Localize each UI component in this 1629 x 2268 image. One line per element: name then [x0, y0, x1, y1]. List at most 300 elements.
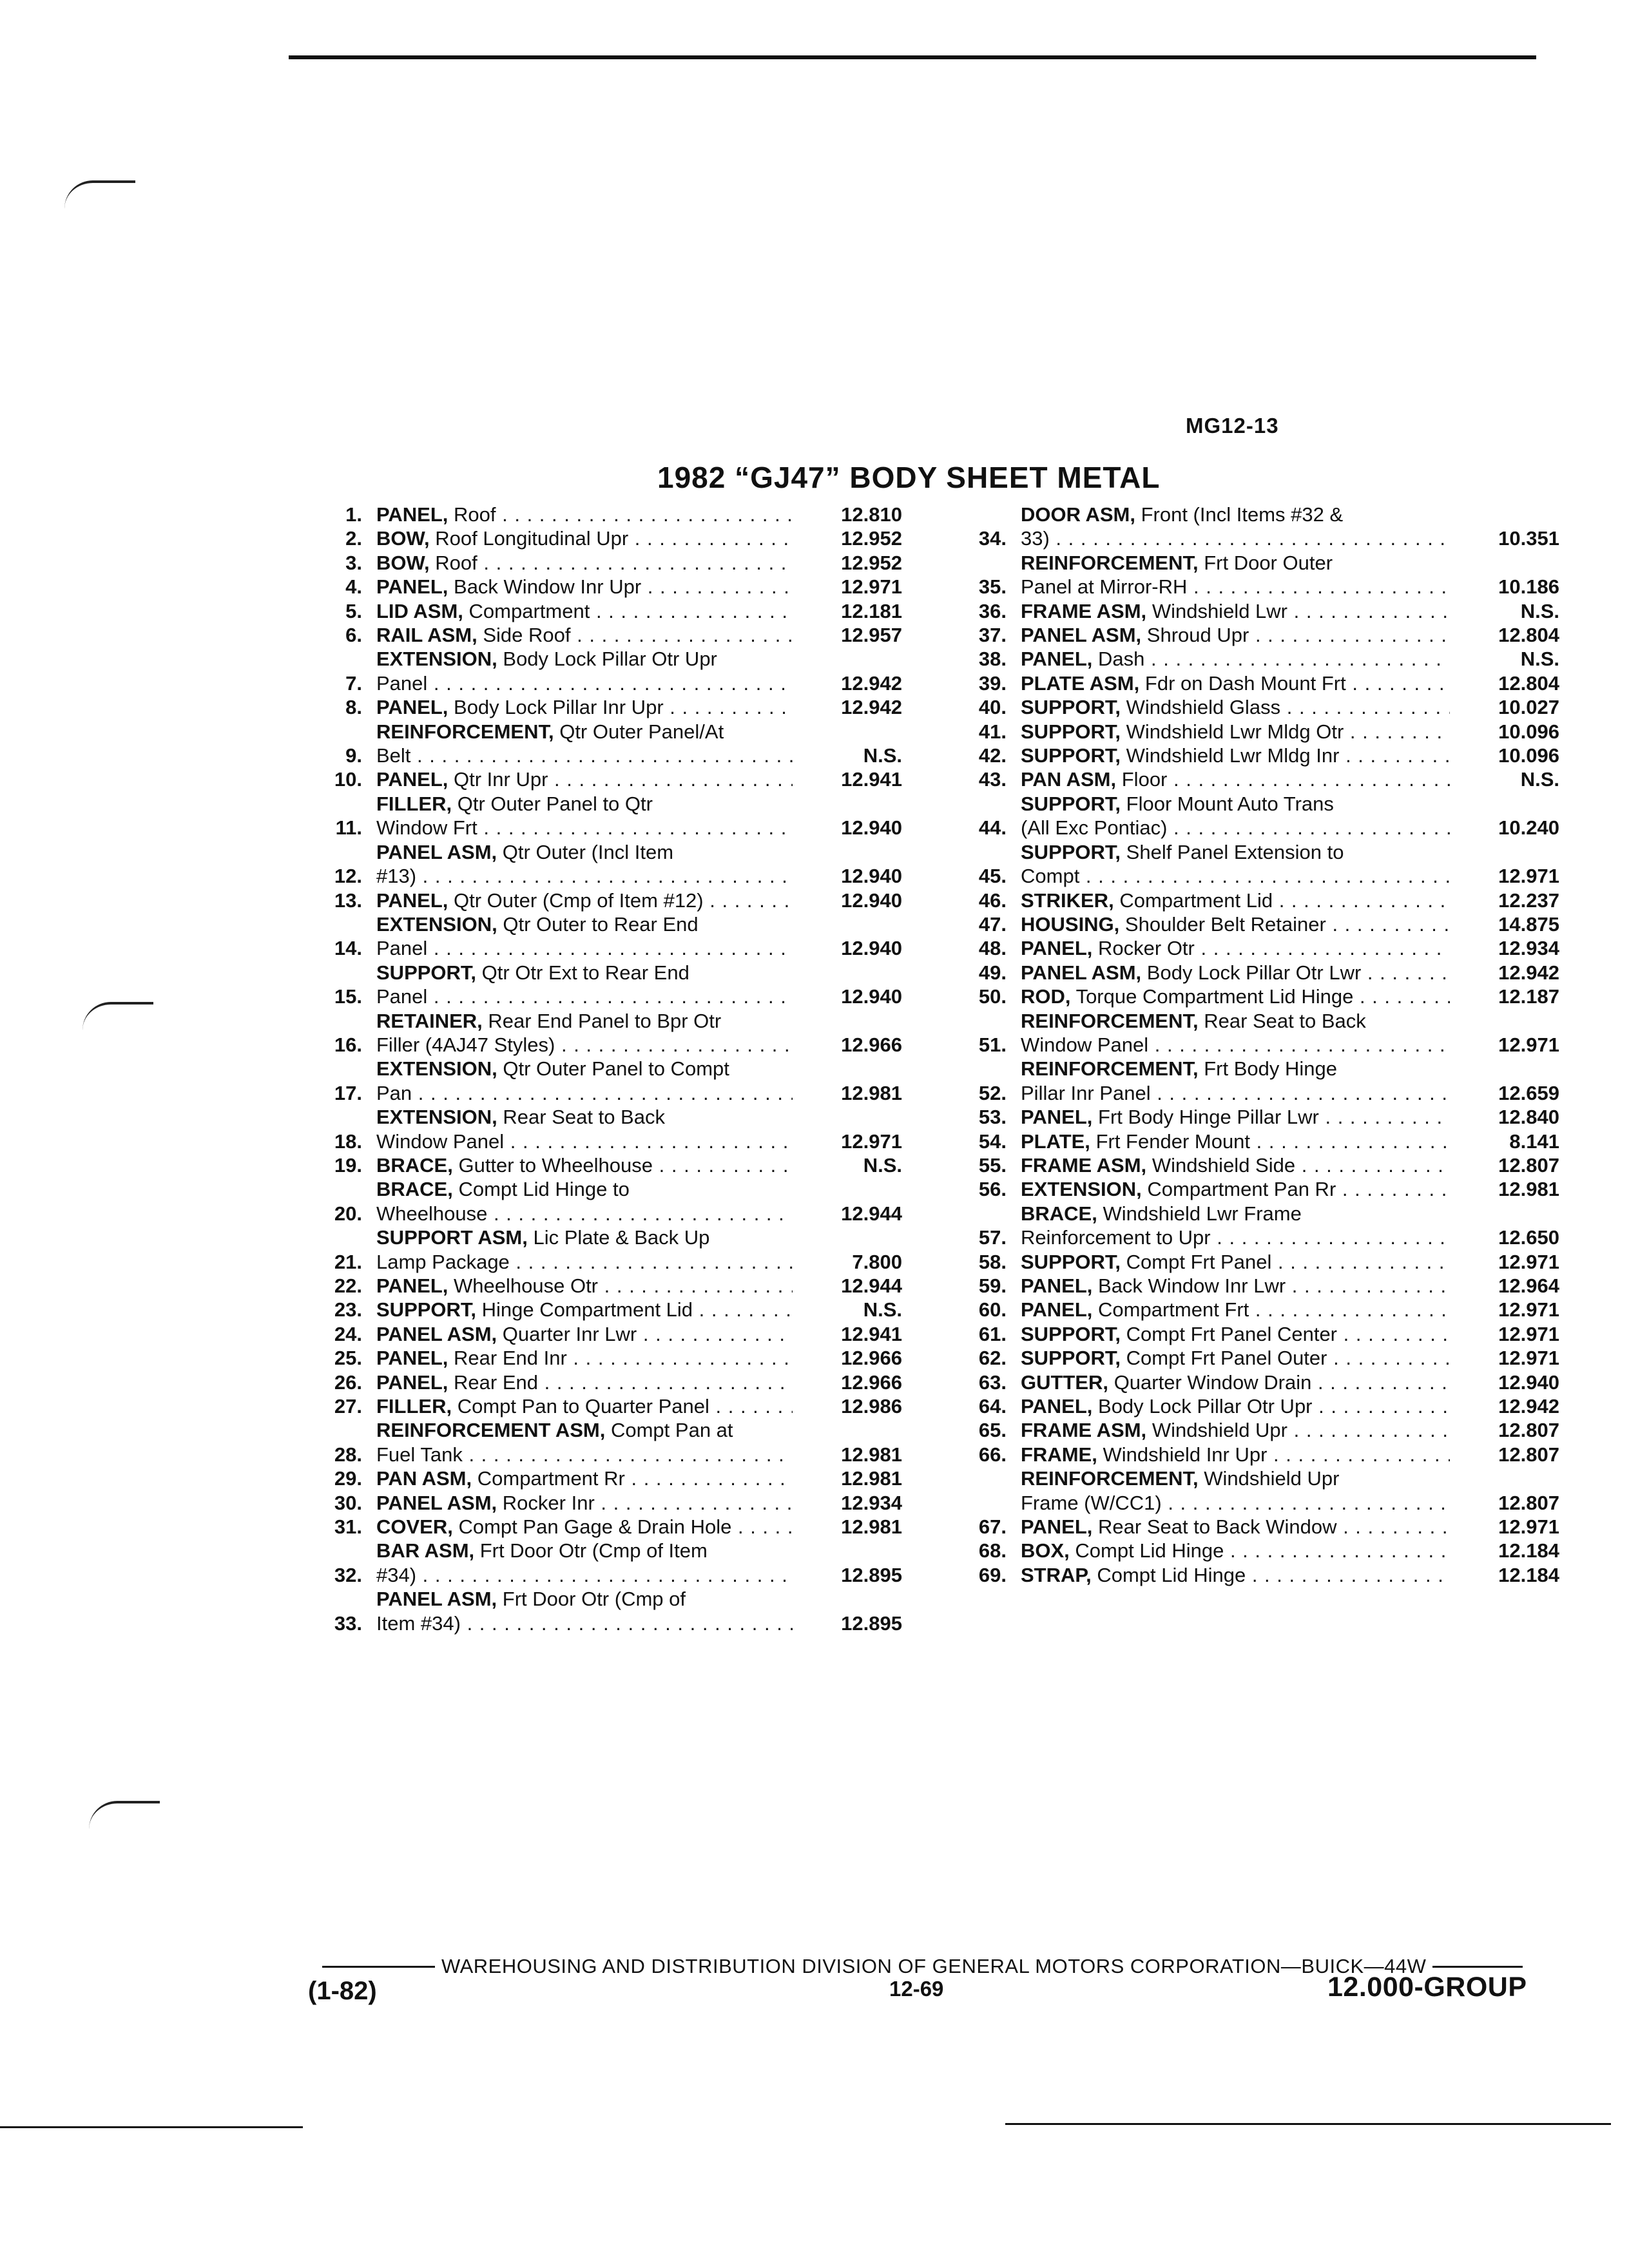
part-entry — [303, 889, 902, 912]
part-name: PAN ASM, — [376, 1467, 472, 1490]
description-line — [376, 1611, 793, 1635]
part-detail: Roof — [435, 551, 477, 574]
item-description — [376, 599, 793, 623]
part-detail: Fdr on Dash Mount Frt — [1144, 671, 1346, 695]
item-description — [376, 1298, 793, 1321]
item-number: 55. — [978, 1153, 1007, 1177]
part-name: SUPPORT, — [1021, 1250, 1121, 1273]
description-line — [1021, 720, 1450, 744]
part-detail: Lic Plate & Back Up — [533, 1226, 710, 1249]
item-description — [376, 1466, 793, 1490]
part-name: SUPPORT, — [1021, 792, 1121, 815]
part-entry — [303, 720, 902, 768]
part-entry — [947, 936, 1559, 960]
item-description — [1021, 1539, 1450, 1562]
item-number: 48. — [978, 937, 1007, 960]
part-name: PANEL, — [1021, 1298, 1093, 1321]
part-detail: Body Lock Pillar Otr Lwr — [1146, 961, 1362, 984]
item-description — [1021, 1057, 1450, 1105]
part-detail: Rear End Panel to Bpr Otr — [488, 1009, 722, 1032]
part-name: PANEL, — [1021, 1395, 1093, 1418]
part-entry — [303, 1105, 902, 1153]
item-description — [1021, 840, 1450, 889]
item-number: 22. — [334, 1274, 362, 1297]
description-line — [1021, 1443, 1450, 1466]
part-name: PANEL ASM, — [1021, 961, 1142, 984]
part-entry — [947, 840, 1559, 889]
group-number: 12.184 — [1498, 1563, 1559, 1586]
group-number: 12.237 — [1498, 889, 1559, 912]
group-number: 12.184 — [1498, 1539, 1559, 1562]
part-detail: Rear Seat to Back — [503, 1106, 665, 1129]
description-line — [1021, 1081, 1450, 1105]
part-entry — [303, 1515, 902, 1539]
item-number: 64. — [978, 1395, 1007, 1418]
description-line — [1021, 1225, 1450, 1249]
item-number: 3. — [345, 551, 362, 574]
description-line — [376, 551, 793, 575]
part-detail: Fuel Tank — [376, 1443, 463, 1466]
part-detail: Qtr Outer Panel to Qtr — [457, 792, 653, 815]
part-detail: Compt Frt Panel Outer — [1126, 1347, 1327, 1370]
description-line — [376, 1129, 793, 1153]
group-number: N.S. — [1520, 599, 1559, 622]
part-name: PANEL, — [376, 889, 448, 912]
item-number: 11. — [335, 816, 362, 840]
part-entry — [947, 1202, 1559, 1250]
part-detail: Quarter Window Drain — [1113, 1370, 1312, 1394]
description-line — [376, 1225, 793, 1249]
item-description — [376, 647, 793, 695]
item-description — [376, 1491, 793, 1515]
part-detail: Compt Pan Gage & Drain Hole — [458, 1515, 732, 1539]
description-line — [376, 1539, 793, 1562]
item-description — [1021, 1515, 1450, 1539]
bottom-left-rule — [0, 2126, 303, 2128]
part-name: REINFORCEMENT, — [1021, 1057, 1199, 1081]
group-number: 12.940 — [841, 985, 902, 1008]
part-name: PANEL, — [376, 1370, 448, 1394]
part-detail: Windshield Glass — [1126, 696, 1281, 719]
binder-mark-top — [64, 180, 135, 209]
description-line — [1021, 1274, 1450, 1298]
item-number: 2. — [345, 527, 362, 550]
group-number: 12.895 — [841, 1563, 902, 1586]
part-detail: Reinforcement to Upr — [1021, 1226, 1211, 1249]
group-number: 12.942 — [1498, 1395, 1559, 1418]
part-detail: Panel at Mirror-RH — [1021, 575, 1188, 599]
item-number: 4. — [345, 575, 362, 599]
item-number: 38. — [978, 648, 1007, 671]
group-number: 12.807 — [1498, 1443, 1559, 1466]
group-number: 10.027 — [1498, 696, 1559, 719]
item-description — [1021, 1346, 1450, 1370]
part-detail: Side Roof — [483, 624, 571, 647]
item-description — [1021, 1563, 1450, 1587]
item-number: 27. — [334, 1395, 362, 1418]
description-line — [376, 1394, 793, 1418]
part-detail: Window Panel — [1021, 1033, 1149, 1056]
item-description — [376, 1418, 793, 1466]
item-number: 61. — [978, 1322, 1007, 1345]
item-number: 15. — [334, 985, 362, 1008]
item-number: 59. — [978, 1274, 1007, 1297]
description-line — [1021, 985, 1450, 1008]
item-number: 16. — [334, 1033, 362, 1056]
item-number: 52. — [978, 1081, 1007, 1104]
part-name: EXTENSION, — [376, 1057, 497, 1081]
group-number: 12.966 — [841, 1347, 902, 1370]
part-detail: Rear End Inr — [454, 1347, 567, 1370]
item-number: 50. — [978, 985, 1007, 1008]
item-description — [376, 1225, 793, 1274]
part-detail: Panel — [376, 671, 428, 695]
part-entry — [303, 1057, 902, 1105]
part-entry — [947, 1298, 1559, 1321]
item-number: 60. — [978, 1298, 1007, 1321]
item-number: 51. — [978, 1033, 1007, 1056]
part-entry — [303, 623, 902, 647]
item-number: 5. — [345, 599, 362, 622]
description-line — [1021, 864, 1450, 888]
part-entry — [303, 1491, 902, 1515]
description-line — [376, 1418, 793, 1442]
group-number: 12.971 — [1498, 1250, 1559, 1273]
part-detail: Lamp Package — [376, 1250, 510, 1273]
description-line — [376, 1081, 793, 1105]
item-number: 17. — [334, 1081, 362, 1104]
description-line — [1021, 1515, 1450, 1539]
part-name: PANEL, — [376, 1274, 448, 1297]
part-detail: Body Lock Pillar Otr Upr — [1098, 1395, 1313, 1418]
part-entry — [303, 1394, 902, 1418]
part-entry — [303, 1418, 902, 1466]
part-name: REINFORCEMENT, — [1021, 1467, 1199, 1490]
part-name: EXTENSION, — [376, 648, 497, 671]
part-name: SUPPORT, — [1021, 1322, 1121, 1345]
item-number: 21. — [334, 1250, 362, 1273]
item-number: 1. — [345, 503, 362, 526]
part-detail: Shroud Upr — [1146, 624, 1249, 647]
description-line — [376, 767, 793, 791]
group-number: 12.804 — [1498, 671, 1559, 695]
part-name: PANEL, — [1021, 1515, 1093, 1539]
description-line — [1021, 840, 1450, 864]
part-entry — [303, 1587, 902, 1635]
part-name: BOX, — [1021, 1539, 1070, 1562]
part-entry — [947, 889, 1559, 912]
description-line — [1021, 1009, 1450, 1033]
item-number: 10. — [334, 768, 362, 791]
item-description — [376, 889, 793, 912]
part-name: PANEL, — [376, 1347, 448, 1370]
item-description — [376, 1322, 793, 1346]
part-entry — [303, 840, 902, 889]
group-number: 10.186 — [1498, 575, 1559, 599]
part-detail: Floor — [1121, 768, 1168, 791]
part-detail: Shoulder Belt Retainer — [1124, 912, 1326, 936]
part-detail: Compt Lid Hinge — [1097, 1563, 1246, 1586]
item-description — [1021, 671, 1450, 695]
part-name: PAN ASM, — [1021, 768, 1117, 791]
item-description — [1021, 1177, 1450, 1201]
group-number: 12.940 — [841, 865, 902, 888]
description-line — [376, 1515, 793, 1539]
footer-date: (1-82) — [308, 1977, 377, 2005]
item-description — [376, 503, 793, 526]
item-number: 53. — [978, 1106, 1007, 1129]
part-entry — [303, 1322, 902, 1346]
part-detail: Wheelhouse Otr — [454, 1274, 599, 1297]
item-number: 33. — [334, 1611, 362, 1635]
part-entry — [947, 961, 1559, 985]
part-detail: Wheelhouse — [376, 1202, 488, 1225]
part-name: LID ASM, — [376, 599, 463, 622]
group-number: 12.981 — [841, 1467, 902, 1490]
item-number: 26. — [334, 1370, 362, 1394]
group-number: 12.840 — [1498, 1106, 1559, 1129]
description-line — [1021, 1033, 1450, 1057]
group-number: 12.986 — [841, 1395, 902, 1418]
bottom-right-rule — [1005, 2123, 1611, 2125]
item-description — [376, 1009, 793, 1057]
part-detail: Qtr Outer to Rear End — [503, 912, 699, 936]
part-entry — [303, 1298, 902, 1321]
part-detail: Compt Frt Panel Center — [1126, 1322, 1338, 1345]
part-detail: Body Lock Pillar Inr Upr — [454, 696, 664, 719]
part-entry — [947, 1563, 1559, 1587]
footer-dash-left — [322, 1966, 435, 1968]
item-description — [1021, 599, 1450, 623]
description-line — [1021, 1418, 1450, 1442]
part-entry — [947, 1466, 1559, 1515]
part-entry — [303, 1346, 902, 1370]
item-number: 37. — [978, 624, 1007, 647]
group-number: 12.971 — [1498, 1033, 1559, 1056]
group-number: 14.875 — [1498, 912, 1559, 936]
item-number: 12. — [334, 865, 362, 888]
part-detail: Item #34) — [376, 1611, 461, 1635]
part-detail: Qtr Outer (Cmp of Item #12) — [454, 889, 704, 912]
part-detail: Window Frt — [376, 816, 477, 840]
description-line — [376, 623, 793, 647]
item-description — [376, 1057, 793, 1105]
part-detail: Panel — [376, 985, 428, 1008]
description-line — [376, 1491, 793, 1515]
description-line — [376, 840, 793, 864]
part-entry — [303, 503, 902, 526]
part-detail: Pan — [376, 1081, 412, 1104]
part-detail: #34) — [376, 1563, 417, 1586]
description-line — [376, 985, 793, 1008]
item-number: 24. — [334, 1322, 362, 1345]
group-number: 12.941 — [841, 1322, 902, 1345]
description-line — [1021, 1105, 1450, 1129]
group-number: 12.971 — [841, 1129, 902, 1153]
description-line — [376, 1587, 793, 1611]
part-detail: Qtr Outer Panel to Compt — [503, 1057, 729, 1081]
part-name: BOW, — [376, 551, 430, 574]
description-line — [376, 744, 793, 767]
part-name: PANEL ASM, — [1021, 624, 1142, 647]
part-name: GUTTER, — [1021, 1370, 1109, 1394]
part-entry — [947, 720, 1559, 744]
description-line — [376, 1033, 793, 1057]
description-line — [1021, 1322, 1450, 1346]
item-description — [1021, 744, 1450, 767]
part-detail: Windshield Side — [1152, 1153, 1296, 1177]
group-number: 12.944 — [841, 1202, 902, 1225]
item-number: 19. — [334, 1153, 362, 1177]
part-entry — [947, 503, 1559, 551]
part-detail: Window Panel — [376, 1129, 505, 1153]
part-entry — [947, 1322, 1559, 1346]
part-entry — [947, 792, 1559, 840]
part-detail: Back Window Inr Upr — [454, 575, 642, 599]
part-detail: Qtr Inr Upr — [454, 768, 548, 791]
description-line — [376, 1009, 793, 1033]
item-number: 41. — [978, 720, 1007, 743]
item-description — [376, 961, 793, 1009]
part-name: PANEL ASM, — [376, 840, 497, 863]
item-description — [1021, 1298, 1450, 1321]
part-detail: Shelf Panel Extension to — [1126, 840, 1344, 863]
part-detail: Windshield Lwr Mldg Inr — [1126, 744, 1340, 767]
description-line — [1021, 647, 1450, 671]
part-detail: Compartment — [468, 599, 590, 622]
item-number: 18. — [334, 1129, 362, 1153]
part-detail: Rocker Otr — [1098, 937, 1195, 960]
part-name: BAR ASM, — [376, 1539, 475, 1562]
part-name: REINFORCEMENT, — [1021, 1009, 1199, 1032]
item-number: 34. — [978, 527, 1007, 550]
part-detail: Body Lock Pillar Otr Upr — [503, 648, 717, 671]
description-line — [1021, 1250, 1450, 1274]
part-detail: Compartment Frt — [1098, 1298, 1249, 1321]
part-entry — [947, 599, 1559, 623]
item-number: 23. — [334, 1298, 362, 1321]
group-number: 12.971 — [1498, 1298, 1559, 1321]
description-line — [1021, 1202, 1450, 1225]
item-description — [376, 840, 793, 889]
item-description — [376, 526, 793, 550]
group-number: 12.934 — [1498, 937, 1559, 960]
part-name: PLATE ASM, — [1021, 671, 1140, 695]
group-number: 12.941 — [841, 768, 902, 791]
item-description — [1021, 1105, 1450, 1129]
part-name: PANEL, — [1021, 1274, 1093, 1297]
item-number: 8. — [345, 696, 362, 719]
group-number: 12.966 — [841, 1033, 902, 1056]
description-line — [1021, 889, 1450, 912]
part-name: PANEL ASM, — [376, 1491, 497, 1514]
description-line — [376, 1153, 793, 1177]
part-detail: Belt — [376, 744, 411, 767]
group-number: 12.807 — [1498, 1491, 1559, 1514]
part-entry — [947, 1274, 1559, 1298]
item-description — [1021, 503, 1450, 551]
description-line — [1021, 792, 1450, 816]
group-number: N.S. — [1520, 648, 1559, 671]
item-number: 35. — [978, 575, 1007, 599]
description-line — [1021, 1539, 1450, 1562]
footer-group: 12.000-GROUP — [1327, 1972, 1527, 2003]
part-detail: Rear Seat to Back Window — [1098, 1515, 1337, 1539]
catalog-code: MG12-13 — [1186, 414, 1279, 437]
part-detail: Windshield Lwr Frame — [1103, 1202, 1302, 1225]
item-number: 68. — [978, 1539, 1007, 1562]
group-number: 12.940 — [1498, 1370, 1559, 1394]
part-name: COVER, — [376, 1515, 453, 1539]
group-number: 10.096 — [1498, 744, 1559, 767]
part-entry — [303, 1539, 902, 1587]
item-number: 28. — [334, 1443, 362, 1466]
item-description — [376, 1274, 793, 1298]
part-entry — [947, 551, 1559, 599]
part-name: SUPPORT, — [1021, 840, 1121, 863]
description-line — [376, 816, 793, 840]
item-number: 57. — [978, 1226, 1007, 1249]
part-name: BRACE, — [1021, 1202, 1097, 1225]
part-entry — [303, 1009, 902, 1057]
group-number: 7.800 — [852, 1250, 902, 1273]
part-entry — [303, 1225, 902, 1274]
part-name: SUPPORT, — [1021, 696, 1121, 719]
item-description — [376, 695, 793, 719]
item-number: 47. — [978, 912, 1007, 936]
part-detail: Compt Pan to Quarter Panel — [457, 1395, 709, 1418]
description-line — [376, 1443, 793, 1466]
item-number: 40. — [978, 696, 1007, 719]
part-name: PANEL, — [376, 696, 448, 719]
description-line — [376, 1466, 793, 1490]
item-description — [1021, 647, 1450, 671]
part-name: BOW, — [376, 527, 430, 550]
description-line — [1021, 936, 1450, 960]
item-number: 44. — [978, 816, 1007, 840]
item-number: 63. — [978, 1370, 1007, 1394]
group-number: 12.942 — [841, 671, 902, 695]
item-description — [1021, 1153, 1450, 1177]
description-line — [376, 503, 793, 526]
item-description — [1021, 912, 1450, 936]
item-description — [1021, 936, 1450, 960]
part-detail: Floor Mount Auto Trans — [1126, 792, 1334, 815]
part-detail: Quarter Inr Lwr — [502, 1322, 637, 1345]
part-entry — [303, 1466, 902, 1490]
part-name: FRAME ASM, — [1021, 599, 1147, 622]
part-detail: Windshield Lwr Mldg Otr — [1126, 720, 1344, 743]
part-detail: Hinge Compartment Lid — [481, 1298, 693, 1321]
group-number: 12.804 — [1498, 624, 1559, 647]
part-detail: Windshield Upr — [1204, 1467, 1340, 1490]
group-number: 8.141 — [1509, 1129, 1559, 1153]
part-detail: #13) — [376, 865, 417, 888]
part-name: FRAME ASM, — [1021, 1153, 1147, 1177]
part-entry — [947, 744, 1559, 767]
part-name: SUPPORT, — [1021, 744, 1121, 767]
part-detail: Compartment Rr — [477, 1467, 625, 1490]
item-number: 42. — [978, 744, 1007, 767]
part-name: PANEL ASM, — [376, 1588, 497, 1611]
group-number: 12.940 — [841, 889, 902, 912]
group-number: 10.240 — [1498, 816, 1559, 840]
group-number: 12.981 — [841, 1443, 902, 1466]
group-number: 12.964 — [1498, 1274, 1559, 1297]
binder-mark-bottom — [89, 1801, 160, 1829]
description-line — [1021, 912, 1450, 936]
group-number: 10.096 — [1498, 720, 1559, 743]
